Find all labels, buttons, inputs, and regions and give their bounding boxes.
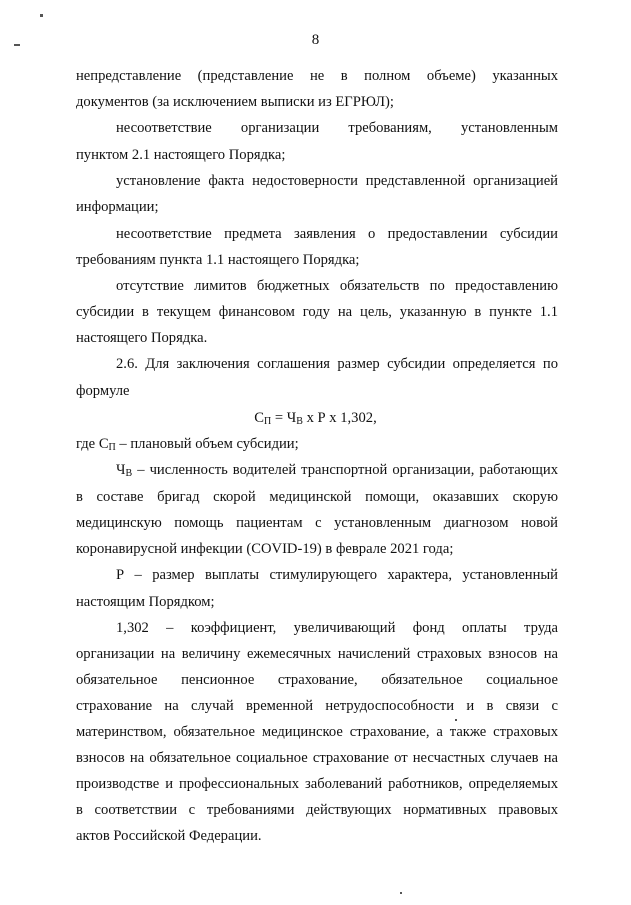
scan-speck — [455, 719, 457, 721]
text-line: взносов на обязательное социальное страхование от несчастных случаев на — [76, 750, 558, 766]
text-line: формуле — [76, 383, 130, 399]
text-line: в соответствии с требованиями действующих нормативных правовых — [76, 802, 558, 818]
text-line: 2.6. Для заключения соглашения размер субсидии определяется по — [116, 356, 558, 372]
text-line: информации; — [76, 199, 159, 215]
text-line: производстве и профессиональных заболеваний работников, определяемых — [76, 776, 558, 792]
definition-chv: $Ч_В$ – численность водителей транспортной организации, работающих — [116, 462, 558, 479]
text-line: медицинскую помощь пациентам с установленным диагнозом новой — [76, 515, 558, 531]
text-line: субсидии в текущем финансовом году на цель, указанную в пункте 1.1 — [76, 304, 558, 320]
scan-speck — [40, 14, 43, 17]
text-line: документов (за исключением выписки из ЕГРЮЛ); — [76, 94, 394, 110]
text-line: несоответствие предмета заявления о предоставлении субсидии — [116, 226, 558, 242]
text-line: установление факта недостоверности представленной организацией — [116, 173, 558, 189]
text-line: актов Российской Федерации. — [76, 828, 262, 844]
text-line: коронавирусной инфекции (COVID-19) в феврале 2021 года; — [76, 541, 454, 557]
text-line: настоящим Порядком; — [76, 594, 215, 610]
text-line: организации на величину ежемесячных начислений страховых взносов на — [76, 646, 558, 662]
text-line: 1,302 – коэффициент, увеличивающий фонд оплаты труда — [116, 620, 558, 636]
page-number: 8 — [311, 32, 320, 48]
text-line: материнством, обязательное медицинское страхование, а также страховых — [76, 724, 558, 740]
definition-sp: где $С_П$ – плановый объем субсидии; — [76, 436, 299, 453]
text-line: настоящего Порядка. — [76, 330, 208, 346]
text-line: отсутствие лимитов бюджетных обязательств по предоставлению — [116, 278, 558, 294]
text-line: в составе бригад скорой медицинской помощи, оказавших скорую — [76, 489, 558, 505]
text-line: непредставление (представление не в полном объеме) указанных — [76, 68, 558, 84]
scan-speck — [14, 44, 20, 46]
scan-speck — [400, 892, 402, 894]
text-line: несоответствие организации требованиям, установленным — [116, 120, 558, 136]
formula: $С_П = Ч_В$ х Р х 1,302, — [254, 410, 377, 427]
text-line: обязательное пенсионное страхование, обязательное социальное — [76, 672, 558, 688]
text-line: пунктом 2.1 настоящего Порядка; — [76, 147, 286, 163]
text-line: страхование на случай временной нетрудоспособности и в связи с — [76, 698, 558, 714]
text-line: Р – размер выплаты стимулирующего характера, установленный — [116, 567, 558, 583]
text-line: требованиям пункта 1.1 настоящего Порядка; — [76, 252, 360, 268]
